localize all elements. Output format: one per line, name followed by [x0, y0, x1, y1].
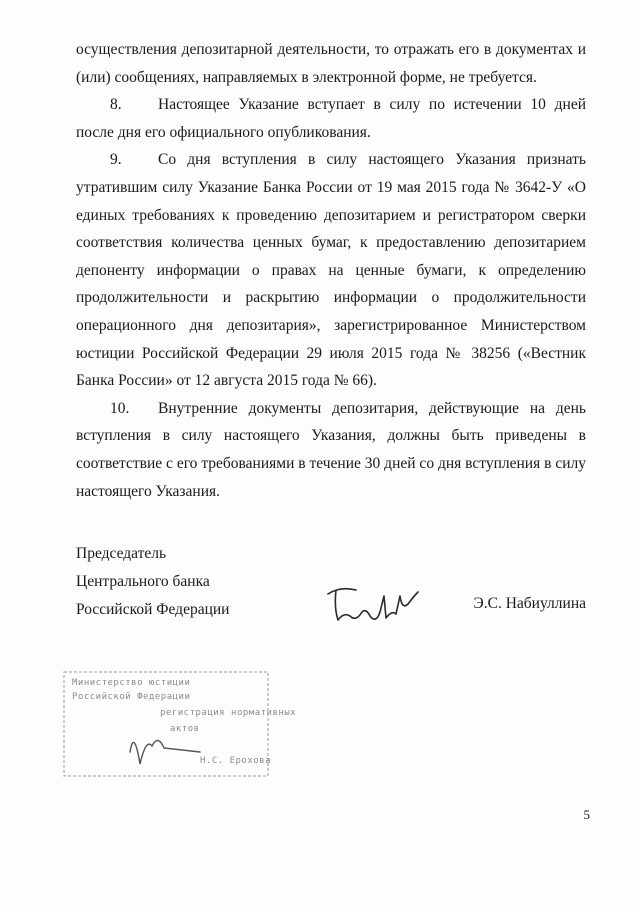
signatory-title-line: Центрального банка: [76, 573, 210, 590]
stamp-line: регистрация нормативных: [160, 708, 297, 718]
stamp-line: Российской Федерации: [72, 692, 191, 702]
signatory-title-line: Председатель: [76, 545, 167, 562]
signatory-name: Э.С. Набиуллина: [473, 595, 586, 612]
stamp-line: актов: [170, 724, 200, 734]
paragraph-9: [76, 146, 586, 394]
paragraph-text: Внутренние документы депозитария, действующие на день вступления в силу настоящего Указания, должны быть приведены в соответствие с его требованиями в течение 30 дней со дня вступления в силу настоящего Указания.: [76, 399, 586, 500]
paragraph-number: 8.: [110, 96, 122, 114]
signature-block: [76, 540, 586, 630]
paragraph-text: Настоящее Указание вступает в силу по истечении 10 дней после дня его официального опубликования.: [76, 96, 586, 141]
page-number: 5: [583, 807, 590, 822]
registration-stamp: [60, 668, 297, 780]
stamp-signer: Н.С. Ерохова: [200, 756, 272, 766]
signatory-title-line: Российской Федерации: [76, 601, 230, 618]
handwritten-signature: [322, 582, 432, 637]
paragraph-text: Со дня вступления в силу настоящего Указания признать утратившим силу Указание Банка России от 19 мая 2015 года № 3642-У «О единых требованиях к проведению депозитарием и регистратором сверки соответствия количества ценных бумаг, к предоставлению депозитарием депоненту информации о правах на ценные бумаги, к определению продолжительности и раскрытию информации о продолжительности операционного дня депозитария», зарегистрированное Министерством юстиции Российской Федерации 29 июля 2015 года № 38256 («Вестник Банка России» от 12 августа 2015 года № 66).: [76, 151, 586, 390]
paragraph-number: 10.: [110, 399, 130, 417]
paragraph-8: [76, 91, 586, 146]
paragraph-number: 9.: [110, 151, 122, 169]
paragraph-7-continuation: [76, 36, 586, 91]
document-body: [76, 36, 586, 505]
stamp-line: Министерство юстиции: [72, 678, 191, 688]
paragraph-text: осуществления депозитарной деятельности, то отражать его в документах и (или) сообщениях, направляемых в электронной форме, не требуется.: [76, 41, 586, 86]
paragraph-10: [76, 395, 586, 505]
